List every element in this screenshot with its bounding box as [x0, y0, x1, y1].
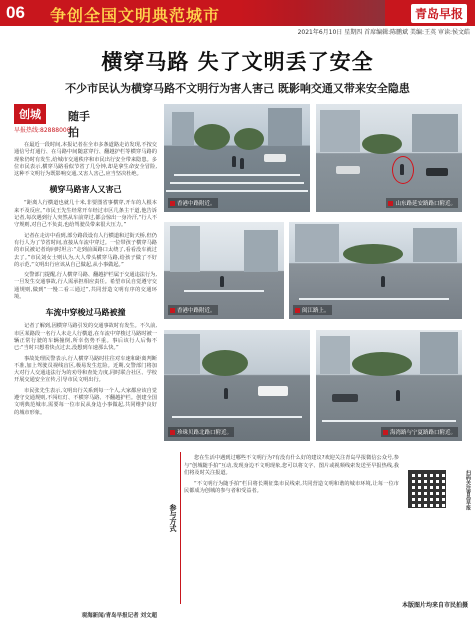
paragraph: 记者在走访中看到,部分路段设有人行横道和过街天桥,但仍有行人为了节省时间,直接从车流中穿过。一位带孩子横穿马路的市民被记者询问时坦言:“走到前面路口太绕了,看看没车就过去了。”市民刘女士则认为,大人带头横穿马路,给孩子做了不好的示范,“文明出行应该从自己做起,从小事做起。” — [14, 232, 157, 268]
byline: 观海新闻/青岛早报记者 刘文超 — [81, 613, 157, 619]
building — [244, 230, 278, 272]
column-tag: 创城 — [14, 104, 46, 124]
tree — [352, 352, 412, 376]
photo-credit-note: 本版图片均来自市民拍摄 — [401, 602, 468, 609]
building — [320, 110, 360, 152]
paragraph: 交警部门提醒,行人横穿马路、翻越护栏属于交通违法行为,一旦发生交通事故,行人需承担相应责任。希望市民自觉遵守交通规则,做到“一慢二看三通过”,共同营造文明有序的交通环境。 — [14, 272, 157, 301]
photo-caption: 闽江路上。 — [293, 305, 332, 315]
headline: 横穿马路 失了文明丢了安全 — [101, 50, 374, 74]
tree — [343, 244, 403, 264]
page-number: 06 — [6, 3, 25, 22]
caption-marker-icon — [383, 430, 388, 435]
building — [172, 112, 194, 146]
article-body — [14, 142, 157, 420]
paragraph: 市民张先生表示,文明出行关系到每一个人,大家都应该自觉遵守交通规则,不闯红灯、不横穿马路、不翻越护栏。创建全国文明典范城市,需要每一位市民从身边小事做起,共同维护良好的城市形象。 — [14, 387, 157, 416]
pedestrian — [381, 276, 385, 287]
intro-paragraph: 在最近一段时间,本报记者在全市多条道路走访发现,不按交通信号灯通行、在马路中间随意穿行、翻越护栏等横穿马路的现象仍时有发生,给城市交通秩序和市民出行安全带来隐患。多位市民表示,横穿马路看似节省了几分钟,却是拿生命安全冒险,这种不文明行为既影响交通,又害人害己,应当坚决杜绝。 — [14, 142, 157, 178]
qr-label: 扫码关注青岛早报 — [465, 470, 471, 510]
building — [413, 228, 457, 262]
lane-marking — [299, 298, 449, 300]
photo-caption: 香港中路附近。 — [168, 198, 218, 208]
pedestrian — [240, 158, 244, 169]
top-banner — [0, 0, 475, 26]
photo-caption: 山东路延安路路口附近。 — [386, 198, 458, 208]
caption-marker-icon — [170, 308, 175, 313]
photo-street-3 — [164, 222, 284, 319]
crosswalk-stripe — [166, 190, 308, 192]
participation-text — [184, 455, 399, 499]
car — [426, 168, 448, 176]
building — [268, 108, 302, 146]
car — [332, 394, 358, 402]
caption-marker-icon — [170, 201, 175, 206]
qr-code[interactable] — [408, 470, 446, 508]
pedestrian — [224, 388, 228, 399]
participation-label: 参与方式 — [169, 504, 177, 532]
caption-marker-icon — [170, 430, 175, 435]
paragraph: 您在生活中遇到过哪些不文明行为?有没有什么好的建议?欢迎关注青岛早报微信公众号,参与“创城随手拍”互动,发现身边不文明现象,您可以将文字、图片或视频线索发送至早报热线,我们将及时关注报道。 — [184, 455, 399, 477]
column-name: 随手拍 — [68, 110, 90, 139]
tree — [194, 124, 230, 150]
caption-marker-icon — [388, 201, 393, 206]
lane-marking — [322, 420, 456, 422]
dateline: 2021年6月10日 星期四 首席编辑:陈鹏斌 美编:王英 审读:侯文皓 — [297, 29, 470, 36]
lane-marking — [184, 290, 264, 292]
building — [164, 334, 200, 374]
paragraph: “不文明行为随手拍”栏目将长期征集市民线索,共同营造文明和谐的城市环境,让每一位市民都成为创城的参与者和受益者。 — [184, 480, 399, 495]
car — [258, 386, 288, 396]
photo-street-2 — [316, 104, 462, 212]
pedestrian — [232, 156, 236, 167]
building — [295, 224, 339, 262]
crosswalk-stripe — [170, 182, 304, 184]
photo-street-5 — [164, 330, 310, 441]
building — [170, 226, 200, 272]
pedestrian — [396, 390, 400, 401]
building — [420, 332, 458, 374]
newspaper-logo: 青岛早报 — [411, 4, 467, 23]
pedestrian — [220, 276, 224, 287]
car — [336, 166, 360, 174]
car — [264, 154, 286, 162]
building — [320, 336, 350, 374]
tree — [202, 350, 248, 376]
photo-street-1 — [164, 104, 310, 212]
section-title: 横穿马路害人又害己 — [49, 185, 122, 195]
hotline: 早报热线:82888000 — [14, 127, 71, 134]
tree — [362, 134, 402, 154]
caption-marker-icon — [295, 308, 300, 313]
photo-caption: 香港中路附近。 — [168, 305, 218, 315]
crosswalk-stripe — [174, 174, 300, 176]
paragraph: “距离人行横道也就几十米,非要图省事横穿,开车的人根本来不及反应。”市民王先生经常开车经过市区几条主干道,他告诉记者,每次遇到行人突然从车前穿过,都会惊出一身冷汗,“行人不守规则,对自己不负责,也给驾驶员带来很大压力。” — [14, 200, 157, 229]
paragraph: 事故处理民警表示,行人横穿马路时往往对车速和距离判断不准,加上驾驶员视线盲区,极易发生危险。近期,交警部门将加大对行人交通违法行为的劝导和查处力度,同时联合社区、学校开展交通安全宣传,引导市民文明出行。 — [14, 355, 157, 384]
photo-caption: 珍珠贝路北路口附近。 — [168, 427, 234, 437]
tree — [234, 128, 264, 150]
subheadline: 不少市民认为横穿马路不文明行为害人害己 既影响交通又带来安全隐患 — [65, 82, 410, 95]
photo-street-4 — [289, 222, 462, 319]
photo-street-6 — [316, 330, 462, 441]
banner-image — [240, 0, 385, 26]
photo-caption: 海湾路与宁夏路路口附近。 — [381, 427, 458, 437]
divider — [180, 452, 181, 604]
section-title: 车流中穿梭过马路被撞 — [45, 308, 126, 318]
paragraph: 记者了解到,因横穿马路引发的交通事故时有发生。不久前,市区某路段一名行人未走人行横道,在车流中穿梭过马路时被一辆正常行驶的车辆撞倒,所幸伤势不重。事后该行人后悔不已:“当时只想着快点过去,没想到车速那么快。” — [14, 323, 157, 352]
lane-marking — [172, 416, 302, 418]
building — [412, 114, 458, 152]
banner-title: 争创全国文明典范城市 — [50, 6, 221, 25]
highlight-circle — [392, 156, 414, 184]
column-header — [14, 104, 94, 138]
